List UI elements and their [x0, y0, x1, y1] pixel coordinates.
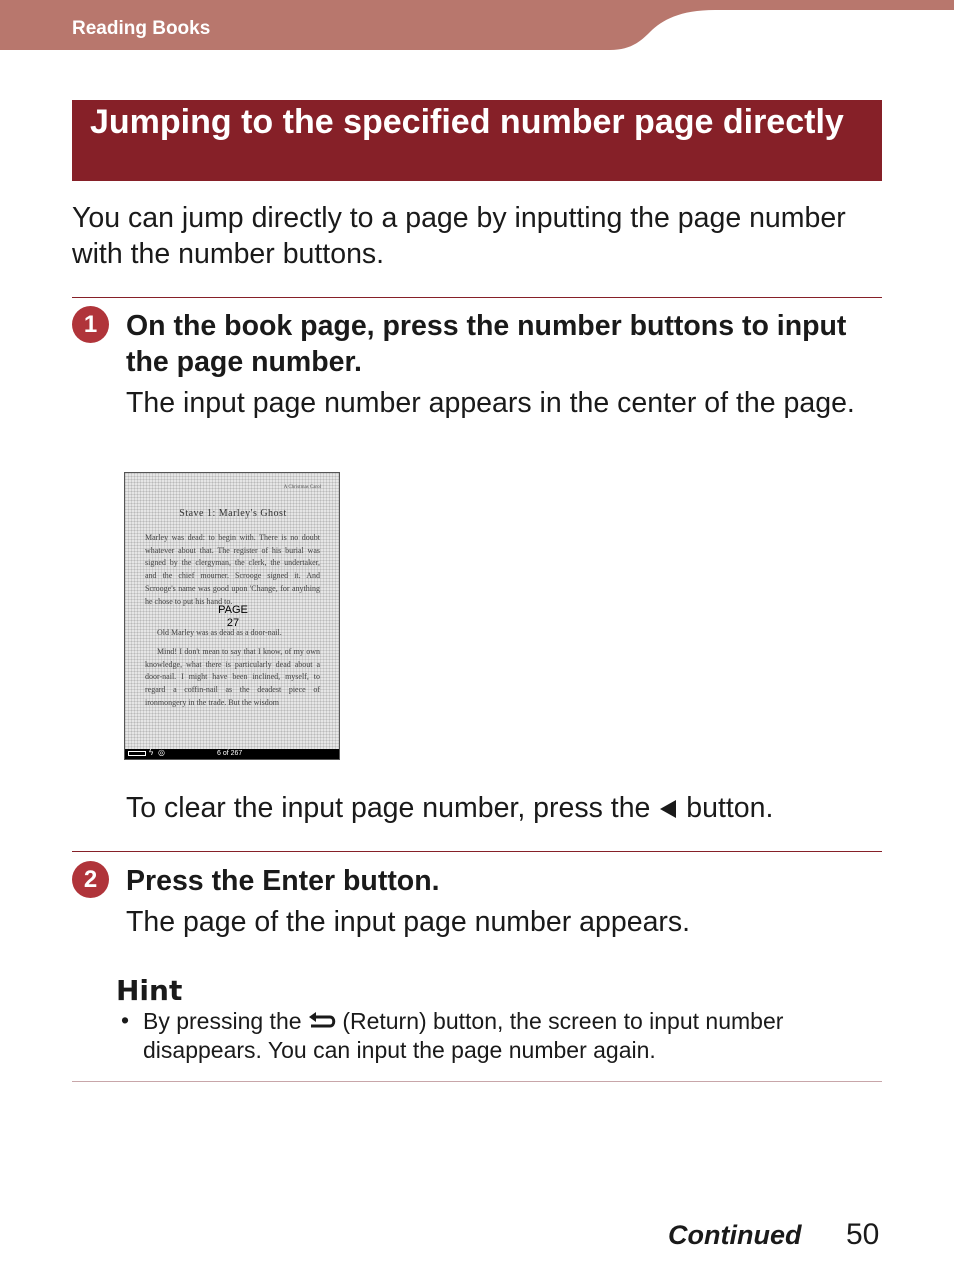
charging-icon: ϟ [149, 748, 154, 757]
reader-screenshot [124, 472, 340, 760]
hint-text [143, 1007, 873, 1065]
page-number: 50 [846, 1218, 880, 1251]
book-title-corner: A Christmas Carol [283, 485, 321, 490]
step-1-body: The input page number appears in the center of the page. [126, 387, 855, 419]
continued-label: Continued [668, 1220, 802, 1250]
step-2-heading: Press the Enter button. [126, 865, 440, 897]
divider [72, 1081, 882, 1082]
left-triangle-icon [658, 799, 678, 819]
hint-text-after: (Return) button, the screen to input number disappears. You can input the page number again. [143, 1008, 784, 1063]
book-paragraph-2: Old Marley was as dead as a door-nail. [157, 628, 282, 637]
step-2-number-badge: 2 [72, 861, 109, 898]
battery-icon [128, 751, 146, 756]
return-icon [308, 1011, 336, 1031]
page-number-input [213, 604, 253, 630]
step-1-heading: On the book page, press the number buttons to input the page number. [126, 310, 847, 378]
page-input-label: PAGE [218, 604, 248, 616]
hint-bullet: • [121, 1007, 130, 1033]
clear-instruction [126, 790, 773, 826]
page-title: Jumping to the specified number page directly [90, 103, 844, 141]
wireless-icon: ◎ [158, 748, 165, 757]
header-tab-bar [0, 0, 954, 50]
intro-paragraph: You can jump directly to a page by inputting the page number with the number buttons. [72, 202, 846, 270]
book-paragraph-1: Marley was dead: to begin with. There is no doubt whatever about that. The register of his burial was signed by the clergyman, the clerk, the undertaker, and the chief mourner. Scrooge signed it. And Scrooge's name was good upon 'Change, for anything he chose to put his hand to. [145, 533, 320, 606]
section-label: Reading Books [72, 18, 211, 39]
status-bar [125, 749, 340, 759]
step-1-number-badge: 1 [72, 306, 109, 343]
step-2-body: The page of the input page number appears. [126, 906, 691, 938]
book-paragraph-3: Mind! I don't mean to say that I know, of my own knowledge, what there is particularly dead about a door-nail. I might have been inclined, myself, to regard a coffin-nail as the deadest piece of ironmongery in the trade. But the wisdom [145, 647, 320, 707]
clear-instruction-suffix: button. [686, 792, 774, 824]
divider [72, 851, 882, 852]
hint-heading: Hint [116, 974, 183, 1007]
divider [72, 297, 882, 298]
chapter-title: Stave 1: Marley's Ghost [179, 508, 287, 519]
title-banner [72, 100, 882, 181]
page-input-value: 27 [226, 617, 240, 629]
hint-text-before: By pressing the [143, 1008, 302, 1034]
status-page-count: 6 of 267 [217, 750, 243, 757]
clear-instruction-text: To clear the input page number, press the [126, 792, 651, 824]
